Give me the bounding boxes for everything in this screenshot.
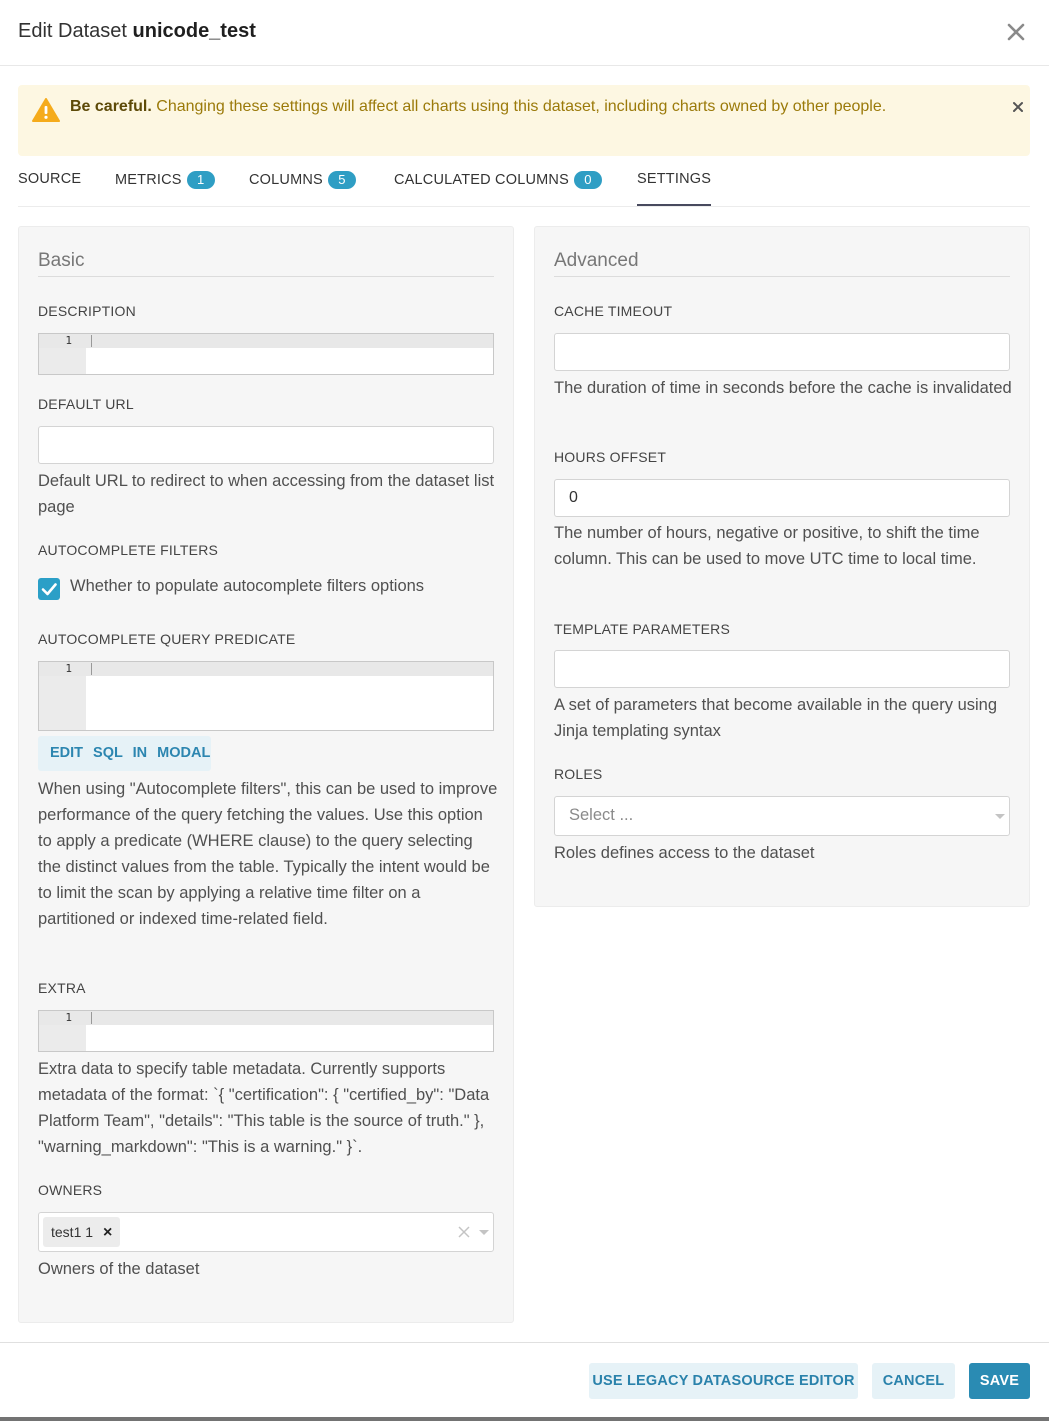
description-label: DESCRIPTION: [38, 303, 136, 319]
cache-timeout-label: CACHE TIMEOUT: [554, 303, 673, 319]
roles-placeholder: Select ...: [569, 806, 634, 824]
template-parameters-label: TEMPLATE PARAMETERS: [554, 621, 730, 637]
hours-offset-input[interactable]: 0: [554, 479, 1010, 517]
owner-chip: [43, 1217, 120, 1247]
hours-offset-label: HOURS OFFSET: [554, 449, 667, 465]
cancel-button[interactable]: CANCEL: [872, 1363, 955, 1399]
tab-source-label: SOURCE: [18, 171, 82, 187]
extra-active-line: [39, 1011, 493, 1025]
default-url-input[interactable]: [38, 426, 494, 464]
advanced-heading: Advanced: [554, 250, 1010, 277]
hours-offset-help: The number of hours, negative or positive, to shift the time column. This can be used to move UTC time to local time.: [554, 524, 980, 568]
description-active-line: [39, 334, 493, 348]
cache-timeout-help: The duration of time in seconds before the cache is invalidated: [554, 379, 1012, 397]
autocomplete-predicate-editor[interactable]: [38, 661, 494, 731]
warning-icon: [32, 97, 60, 123]
close-icon[interactable]: [1002, 18, 1030, 46]
extra-help: Extra data to specify table metadata. Currently supports metadata of the format: `{ "certification": { "certified_by": "Data Platform Team", "details": "This table is the source of truth." }, "warning_markdown": "This is a warning." }`.: [38, 1060, 490, 1156]
tab-bar: [18, 156, 1030, 207]
description-editor[interactable]: [38, 333, 494, 375]
remove-owner-icon[interactable]: ×: [103, 1224, 113, 1241]
alert-close-icon[interactable]: [1010, 99, 1026, 115]
roles-label: ROLES: [554, 766, 603, 782]
default-url-help: Default URL to redirect to when accessing from the dataset list page: [38, 472, 495, 516]
alert-strong: Be careful.: [70, 98, 152, 115]
autocomplete-predicate-help: When using "Autocomplete filters", this can be used to improve performance of the query fetching the values. Use this option to apply a predicate (WHERE clause) to the query selecting the distinct values from the table. Typically the intent would be to limit the scan by applying a relative time filter on a partitioned or indexed time-related field.: [38, 780, 498, 928]
description-line-number: 1: [65, 334, 72, 347]
modal-title: [18, 20, 256, 43]
tab-metrics[interactable]: [115, 171, 215, 206]
tab-metrics-label: METRICS: [115, 172, 182, 188]
use-legacy-editor-button[interactable]: USE LEGACY DATASOURCE EDITOR: [589, 1363, 858, 1399]
cache-timeout-input[interactable]: [554, 333, 1010, 371]
basic-heading: Basic: [38, 250, 494, 277]
alert-message: [70, 94, 950, 120]
autocomplete-filters-checkbox[interactable]: [38, 578, 60, 600]
tab-columns[interactable]: [249, 171, 356, 206]
owners-help: Owners of the dataset: [38, 1260, 200, 1278]
owners-label: OWNERS: [38, 1182, 103, 1198]
modal-title-prefix: Edit Dataset: [18, 20, 127, 42]
owners-select[interactable]: [38, 1212, 494, 1252]
alert-body: Changing these settings will affect all charts using this dataset, including charts owned by other people.: [156, 98, 887, 115]
tab-columns-badge: 5: [328, 171, 356, 189]
advanced-panel: [534, 226, 1030, 907]
autocomplete-filters-label: AUTOCOMPLETE FILTERS: [38, 542, 219, 558]
modal-footer: [0, 1342, 1049, 1421]
clear-owners-icon[interactable]: [457, 1225, 471, 1239]
owner-chip-label: test1 1: [51, 1224, 94, 1240]
tab-columns-label: COLUMNS: [249, 172, 323, 188]
tab-settings[interactable]: [637, 171, 711, 206]
extra-label: EXTRA: [38, 980, 86, 996]
autocomplete-predicate-cursor: [91, 663, 92, 675]
edit-sql-in-modal-button[interactable]: EDIT SQL IN MODAL: [38, 736, 211, 771]
roles-help: Roles defines access to the dataset: [554, 844, 815, 862]
extra-line-number: 1: [65, 1011, 72, 1024]
default-url-label: DEFAULT URL: [38, 396, 134, 412]
save-button[interactable]: SAVE: [969, 1363, 1030, 1399]
modal-header: [0, 0, 1049, 66]
roles-chevron-down-icon[interactable]: [995, 814, 1005, 819]
tab-metrics-badge: 1: [187, 171, 215, 189]
autocomplete-filters-checkbox-label[interactable]: Whether to populate autocomplete filters options: [70, 577, 425, 595]
tab-calculated-columns-badge: 0: [574, 171, 602, 189]
template-parameters-help: A set of parameters that become available in the query using Jinja templating syntax: [554, 696, 998, 740]
autocomplete-predicate-active-line: [39, 662, 493, 676]
template-parameters-input[interactable]: [554, 650, 1010, 688]
tab-source[interactable]: [18, 171, 81, 206]
tab-settings-label: SETTINGS: [637, 171, 712, 187]
tab-calculated-columns[interactable]: [394, 171, 602, 206]
tab-calculated-columns-label: CALCULATED COLUMNS: [394, 172, 569, 188]
checkmark-icon: [38, 578, 60, 600]
autocomplete-predicate-label: AUTOCOMPLETE QUERY PREDICATE: [38, 631, 296, 647]
basic-panel: [18, 226, 514, 1323]
footer-bottom-border: [0, 1417, 1049, 1421]
autocomplete-predicate-line-number: 1: [65, 662, 72, 675]
extra-editor[interactable]: [38, 1010, 494, 1052]
dataset-name: unicode_test: [132, 20, 256, 42]
warning-alert: [18, 85, 1030, 156]
description-cursor: [91, 335, 92, 347]
extra-cursor: [91, 1012, 92, 1024]
owners-chevron-down-icon[interactable]: [479, 1230, 489, 1235]
roles-select[interactable]: [554, 796, 1010, 836]
